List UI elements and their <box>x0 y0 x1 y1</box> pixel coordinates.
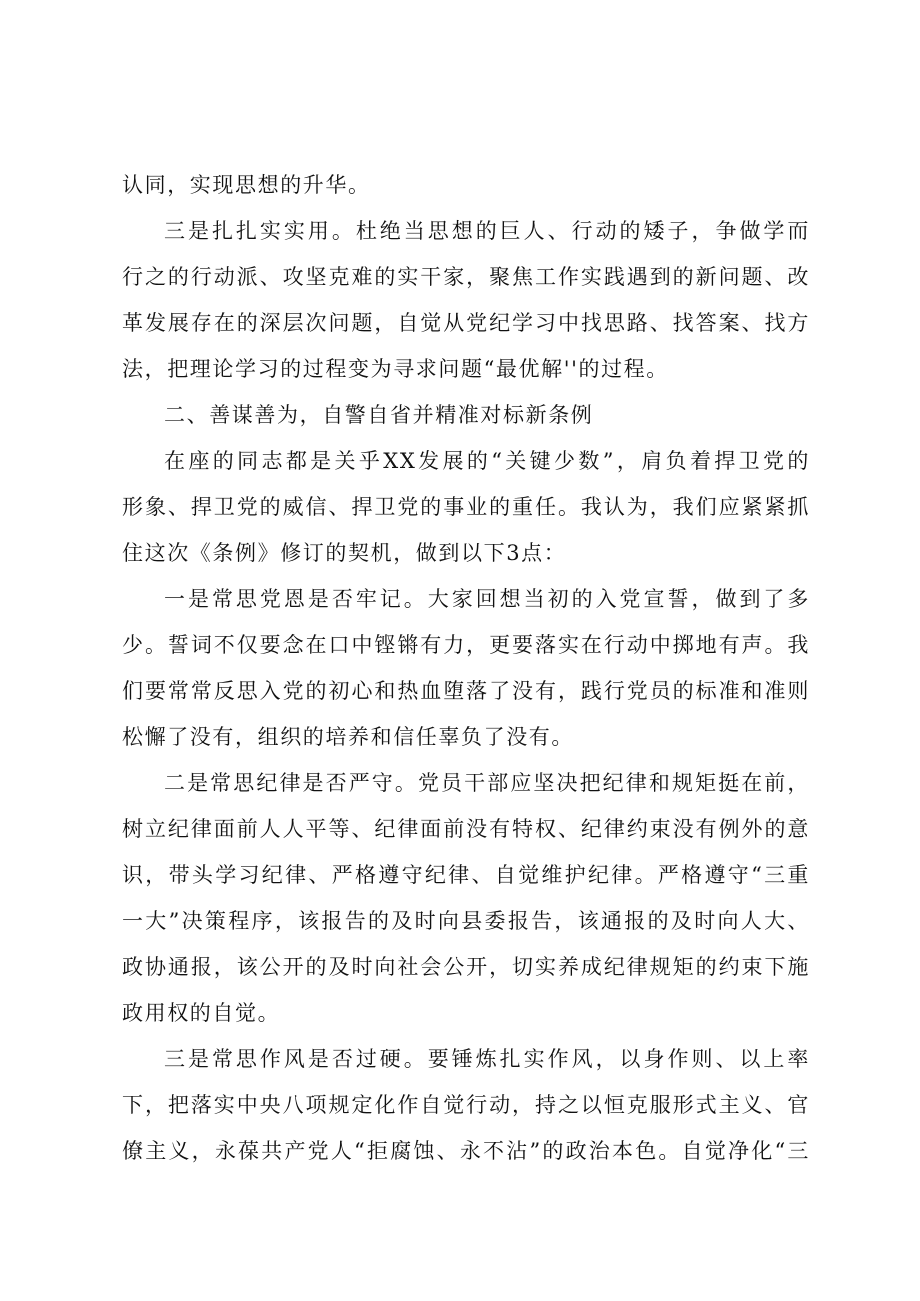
text-line: 政协通报，该公开的及时向社会公开，切实养成纪律规矩的约束下施 <box>122 955 810 979</box>
text-line: 在座的同志都是关乎XX发展的“关键少数”，肩负着捍卫党的 <box>164 449 810 473</box>
text-line: 一是常思党恩是否牢记。大家回想当初的入党宣誓，做到了多 <box>164 587 810 611</box>
section-heading: 二、善谋善为，自警自省并精准对标新条例 <box>164 403 594 427</box>
text-line: 树立纪律面前人人平等、纪律面前没有特权、纪律约束没有例外的意 <box>122 817 810 841</box>
text-line: 识，带头学习纪律、严格遵守纪律、自觉维护纪律。严格遵守“三重 <box>122 863 810 887</box>
text-line: 三是扎扎实实用。杜绝当思想的巨人、行动的矮子，争做学而 <box>164 219 810 243</box>
text-line: 少。誓词不仅要念在口中铿锵有力，更要落实在行动中掷地有声。我 <box>122 633 810 657</box>
text-line: 下，把落实中央八项规定化作自觉行动，持之以恒克服形式主义、官 <box>122 1093 810 1117</box>
text-line: 政用权的自觉。 <box>122 1001 281 1025</box>
text-line: 僚主义，永葆共产党人“拒腐蚀、永不沾”的政治本色。自觉净化“三 <box>122 1139 810 1163</box>
text-line: 革发展存在的深层次问题，自觉从党纪学习中找思路、找答案、找方 <box>122 311 810 335</box>
text-line: 松懈了没有，组织的培养和信任辜负了没有。 <box>122 725 574 749</box>
text-line: 形象、捍卫党的威信、捍卫党的事业的重任。我认为，我们应紧紧抓 <box>122 495 810 519</box>
text-line: 二是常思纪律是否严守。党员干部应坚决把纪律和规矩挺在前， <box>164 771 810 795</box>
text-line: 一大”决策程序，该报告的及时向县委报告，该通报的及时向人大、 <box>122 909 810 933</box>
document-body <box>122 162 810 1174</box>
text-line: 们要常常反思入党的初心和热血堕落了没有，践行党员的标准和准则 <box>122 679 810 703</box>
text-line: 三是常思作风是否过硬。要锤炼扎实作风，以身作则、以上率 <box>164 1047 810 1071</box>
text-line: 住这次《条例》修订的契机，做到以下3点： <box>122 541 567 565</box>
text-line: 法，把理论学习的过程变为寻求问题“最优解''的过程。 <box>122 357 669 381</box>
text-line: 认同，实现思想的升华。 <box>122 173 371 197</box>
text-line: 行之的行动派、攻坚克难的实干家，聚焦工作实践遇到的新问题、改 <box>122 265 810 289</box>
